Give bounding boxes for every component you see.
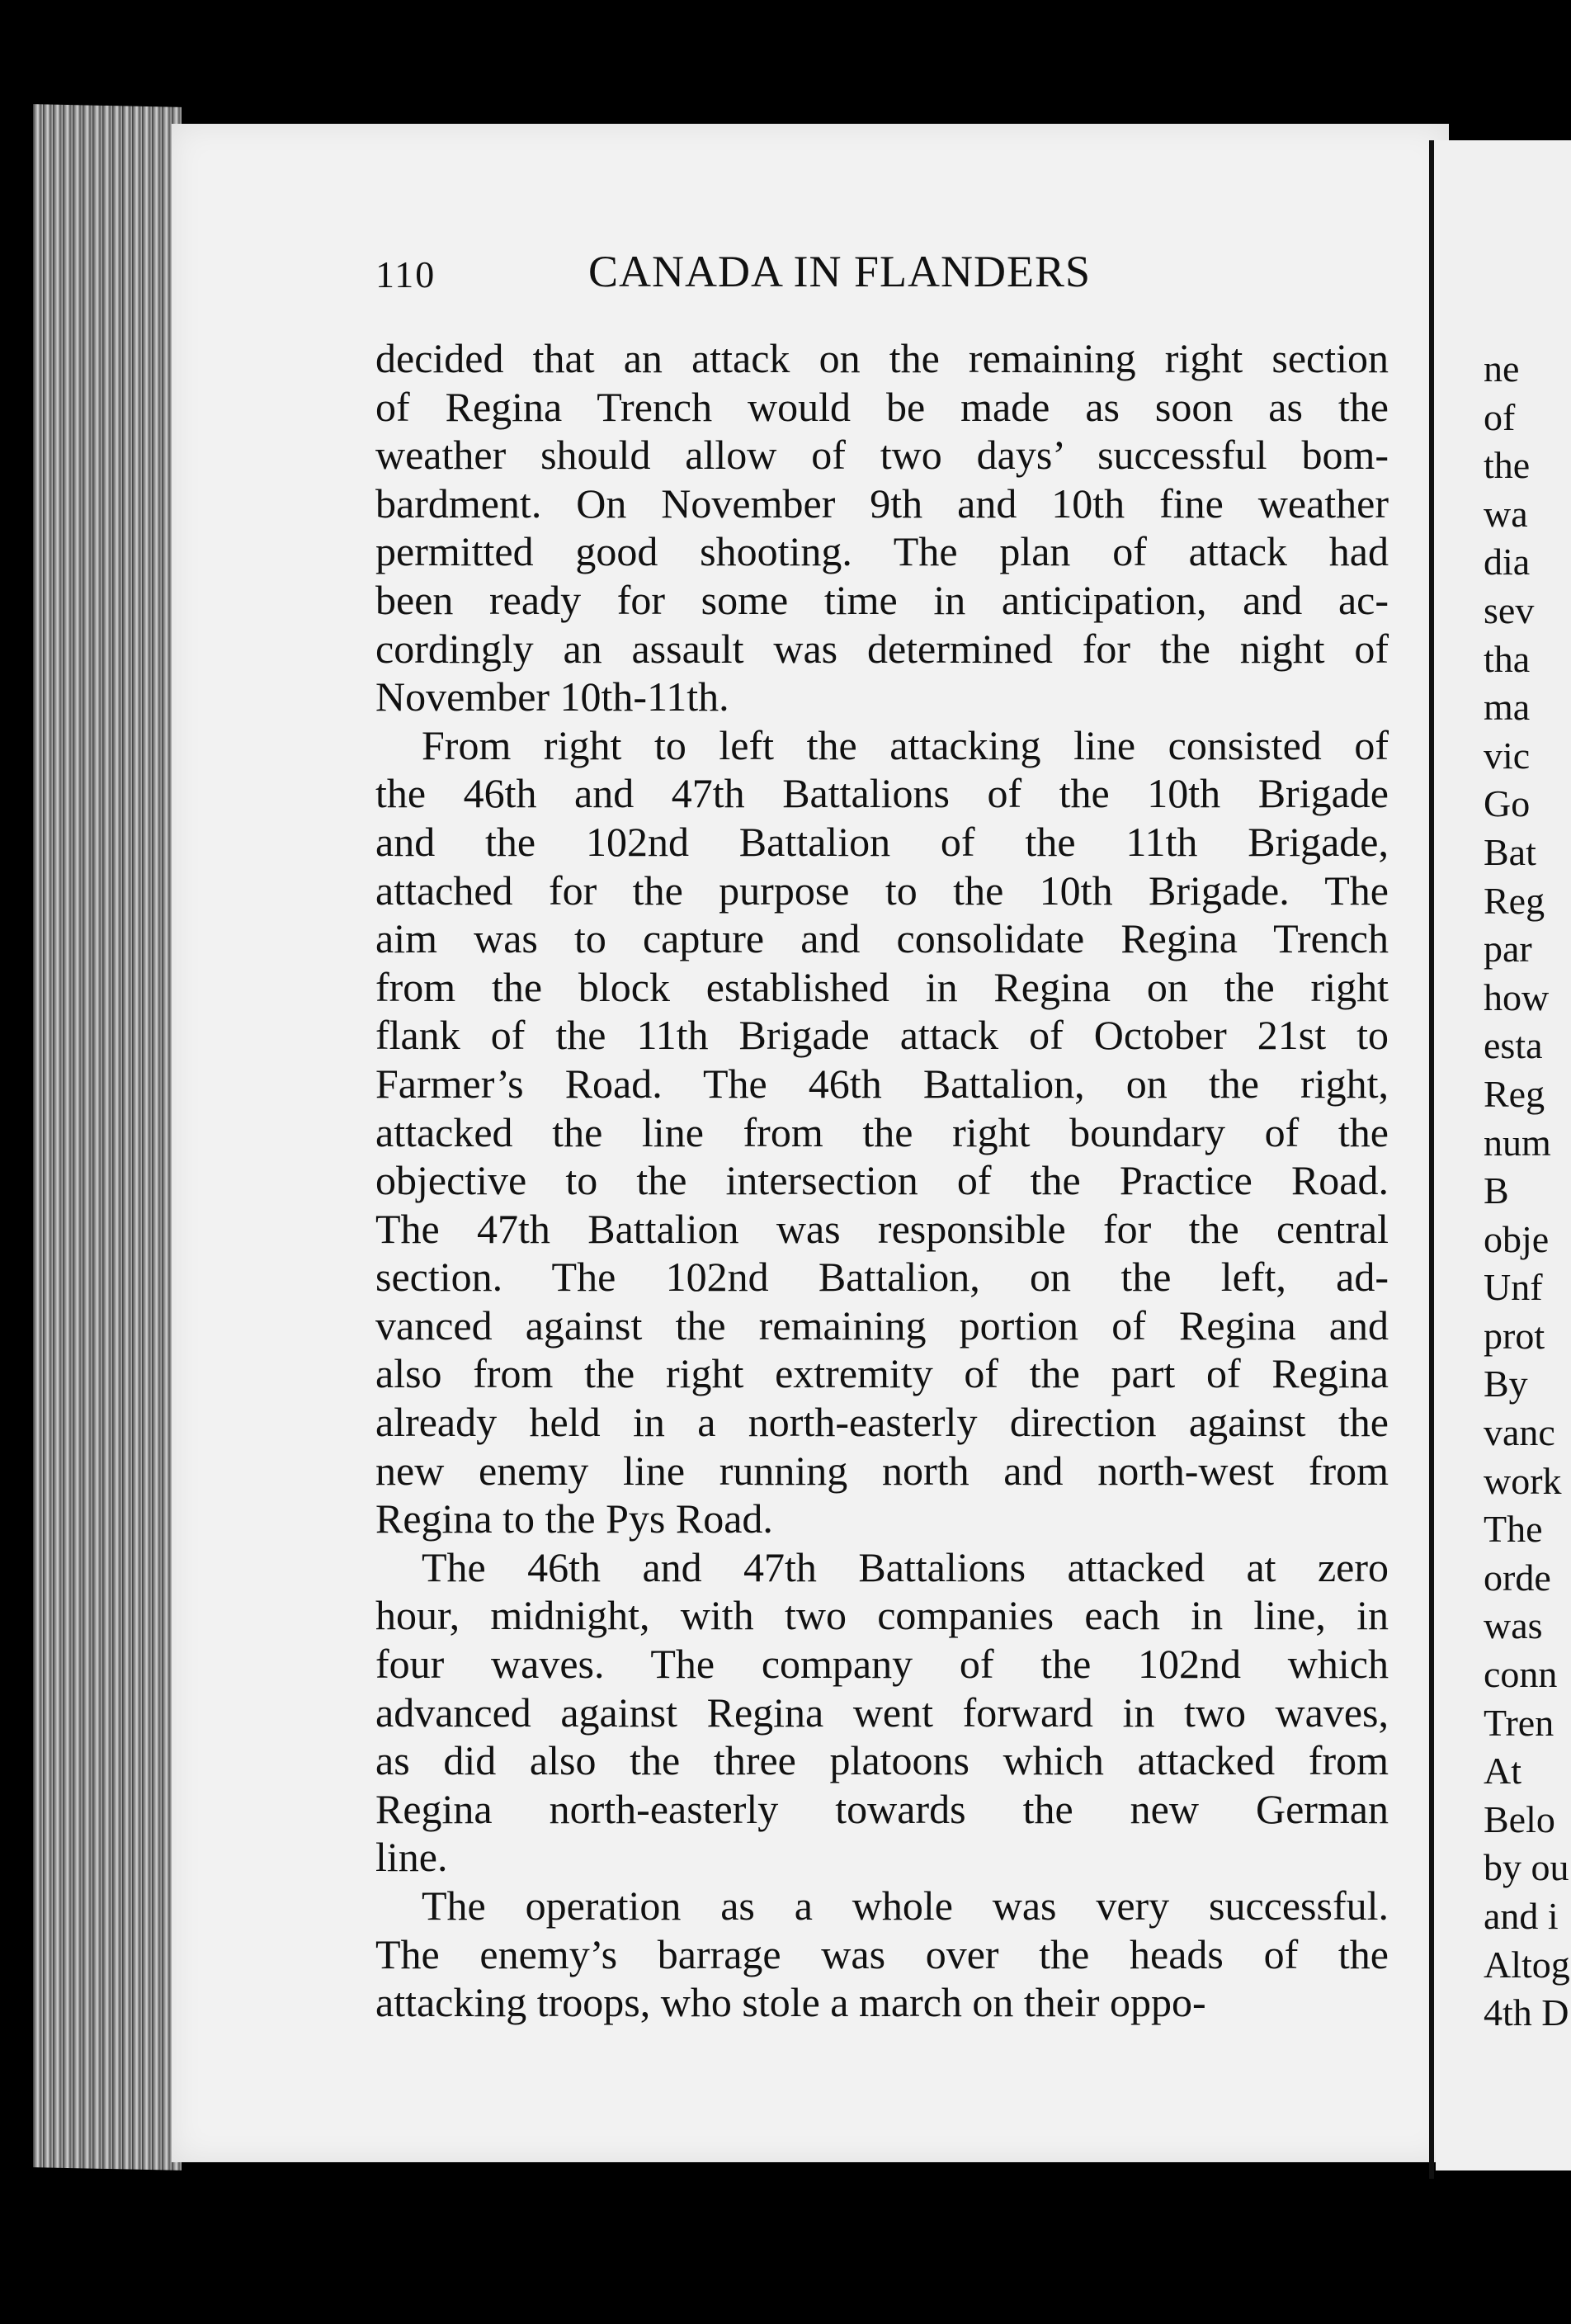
right-page-fragment: ne [1484, 347, 1520, 390]
paragraph [375, 1882, 1389, 2027]
right-page-fragment: wa [1484, 492, 1528, 535]
text-line: also from the right extremity of the part of Regina [375, 1350, 1389, 1397]
right-page-fragment: and i [1484, 1895, 1559, 1937]
right-page-fragment: ma [1484, 686, 1531, 729]
text-line: bardment. On November 9th and 10th fine weather [375, 479, 1389, 527]
right-page-fragment: prot [1484, 1314, 1545, 1357]
page-header [375, 246, 1382, 304]
right-page-fragment: sev [1484, 588, 1535, 631]
right-page-fragment: esta [1484, 1024, 1543, 1067]
text-line: already held in a north-easterly direction against the [375, 1399, 1389, 1446]
right-page-fragment: obje [1484, 1217, 1550, 1260]
right-page-fragment: work [1484, 1459, 1562, 1502]
text-line: been ready for some time in anticipation, and ac- [375, 576, 1389, 623]
right-page-fragment: conn [1484, 1653, 1558, 1696]
right-page-text-fragments [1484, 345, 1571, 2038]
text-line: line. [375, 1834, 448, 1881]
text-line: cordingly an assault was determined for the night of [375, 625, 1389, 672]
right-page-fragment: tha [1484, 637, 1531, 680]
text-line: flank of the 11th Brigade attack of October 21st to [375, 1012, 1389, 1059]
text-line: objective to the intersection of the Practice Road. [375, 1157, 1389, 1204]
right-page-fragment: B [1484, 1169, 1509, 1212]
text-line: new enemy line running north and north-west from [375, 1447, 1389, 1494]
right-page-fragment: orde [1484, 1556, 1551, 1599]
text-line: The 47th Battalion was responsible for the central [375, 1205, 1389, 1252]
right-page-fragment: Reg [1484, 1072, 1545, 1115]
body-text [375, 334, 1389, 2027]
right-page-fragment: 4th D [1484, 1991, 1569, 2034]
paragraph [375, 721, 1389, 1543]
page-number: 110 [375, 253, 436, 295]
right-page-fragment: Altog [1484, 1943, 1570, 1986]
text-line: and the 102nd Battalion of the 11th Brigade, [375, 818, 1389, 865]
text-line: From right to left the attacking line consisted of [422, 721, 1389, 768]
right-page-fragment: was [1484, 1604, 1543, 1647]
text-line: of Regina Trench would be made as soon as the [375, 383, 1389, 430]
right-page-fragment: Bat [1484, 830, 1536, 873]
text-line: permitted good shooting. The plan of attack had [375, 528, 1389, 575]
text-line: The operation as a whole was very successful. [422, 1882, 1389, 1929]
book-spine [1429, 140, 1434, 2179]
text-line: as did also the three platoons which attacked from [375, 1737, 1389, 1784]
text-line: four waves. The company of the 102nd which [375, 1641, 1389, 1688]
text-line: attacking troops, who stole a march on their oppo- [375, 1979, 1206, 2026]
paragraph [375, 334, 1389, 721]
text-line: attacked the line from the right boundary of the [375, 1108, 1389, 1155]
right-page-fragment: of [1484, 395, 1516, 438]
right-page-fragment: vic [1484, 734, 1531, 777]
right-page-fragment: Unf [1484, 1266, 1543, 1309]
right-page-fragment: par [1484, 928, 1532, 971]
right-page-fragment: The [1484, 1508, 1543, 1551]
text-line: advanced against Regina went forward in two waves, [375, 1689, 1389, 1736]
text-line: from the block established in Regina on the right [375, 963, 1389, 1010]
text-line: November 10th-11th. [375, 673, 729, 720]
right-page-fragment: vanc [1484, 1411, 1555, 1454]
text-line: The 46th and 47th Battalions attacked at zero [422, 1543, 1389, 1590]
right-page-fragment: By [1484, 1363, 1528, 1405]
page-edges [33, 104, 182, 2170]
right-page-fragment: Go [1484, 782, 1531, 825]
running-title: CANADA IN FLANDERS [588, 247, 1092, 296]
right-page-fragment: Belo [1484, 1797, 1555, 1840]
text-line: vanced against the remaining portion of Regina and [375, 1301, 1389, 1349]
paragraph [375, 1543, 1389, 1882]
text-line: aim was to capture and consolidate Regina Trench [375, 915, 1389, 962]
right-page-fragment: the [1484, 444, 1531, 487]
text-line: weather should allow of two days’ successful bom- [375, 432, 1389, 479]
right-page-fragment: how [1484, 975, 1550, 1018]
text-line: hour, midnight, with two companies each in line, in [375, 1592, 1389, 1639]
right-page-fragment: num [1484, 1121, 1551, 1164]
right-page-fragment: by ou [1484, 1846, 1569, 1889]
right-page-fragment: dia [1484, 541, 1531, 583]
text-line: The enemy’s barrage was over the heads of the [375, 1930, 1389, 1977]
right-page-fragment: At [1484, 1750, 1521, 1793]
text-line: decided that an attack on the remaining right section [375, 335, 1389, 381]
text-line: section. The 102nd Battalion, on the left, ad- [375, 1254, 1389, 1301]
right-page-fragment: Reg [1484, 879, 1545, 922]
right-page-fragment: Tren [1484, 1701, 1554, 1744]
text-line: the 46th and 47th Battalions of the 10th Brigade [375, 770, 1389, 817]
text-line: Regina north-easterly towards the new German [375, 1785, 1389, 1832]
text-line: Farmer’s Road. The 46th Battalion, on the right, [375, 1060, 1389, 1107]
text-line: Regina to the Pys Road. [375, 1495, 773, 1542]
text-line: attached for the purpose to the 10th Brigade. The [375, 867, 1389, 914]
